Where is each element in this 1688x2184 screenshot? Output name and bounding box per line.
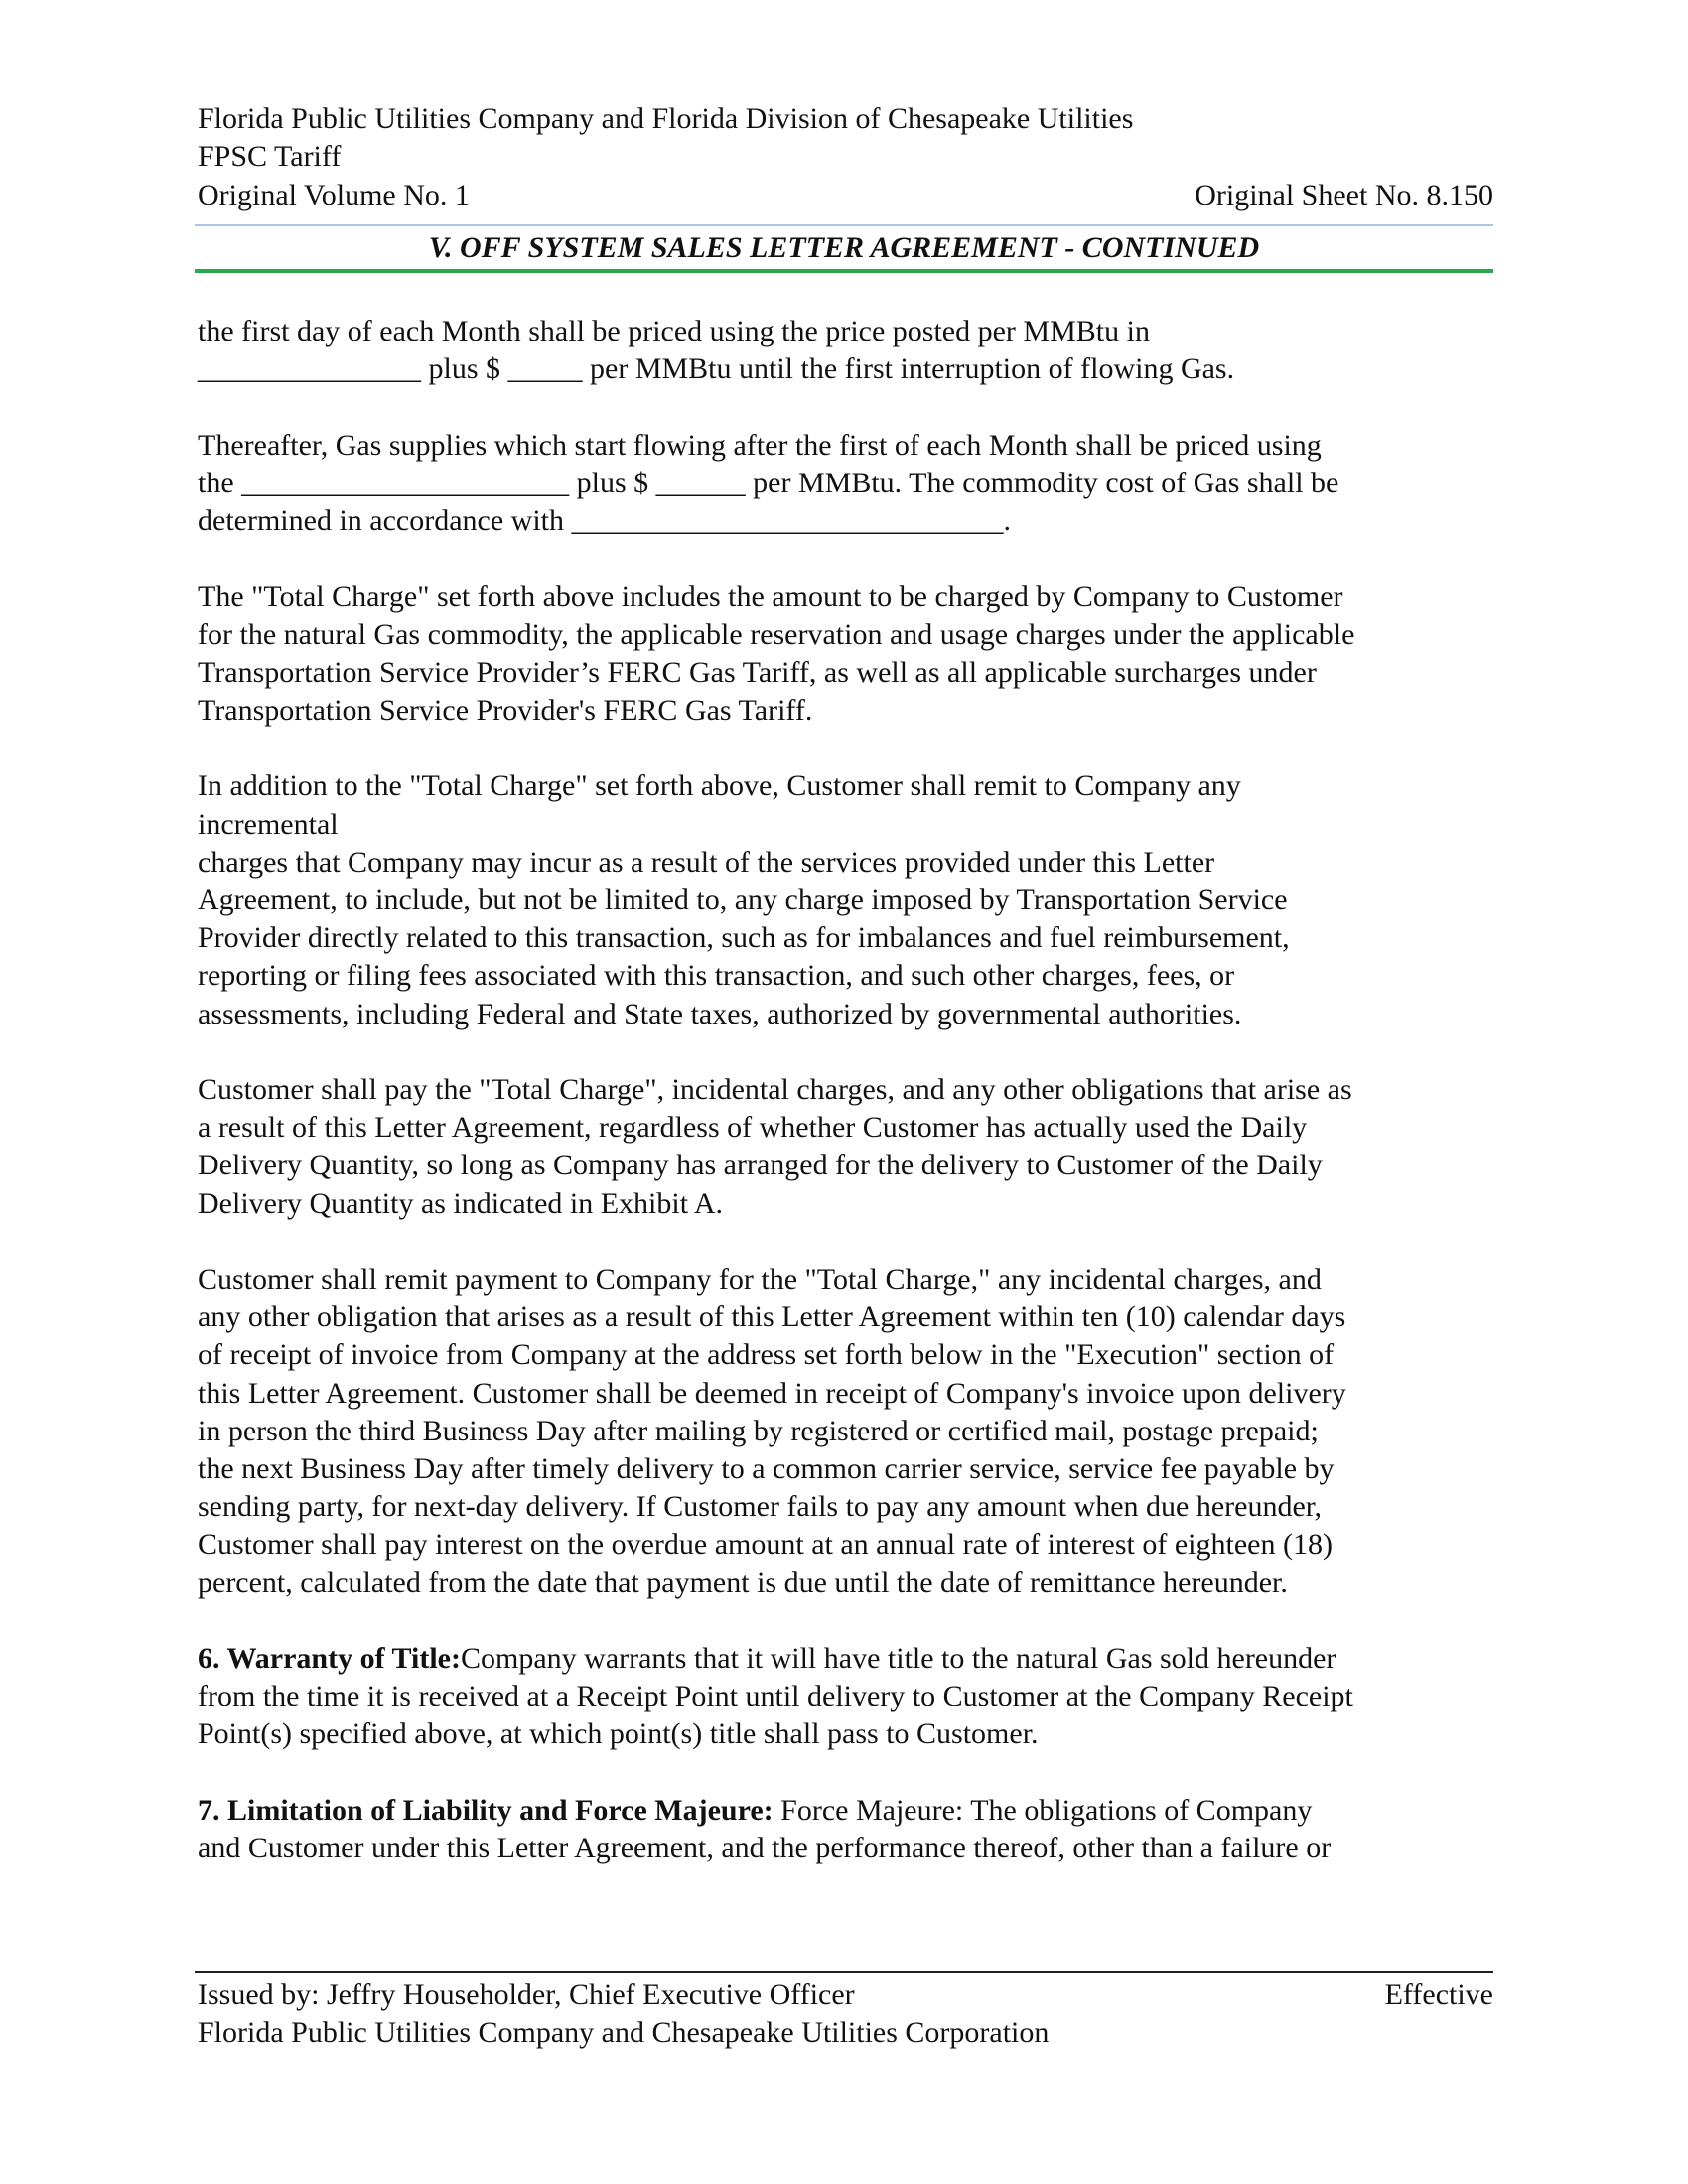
header-company-line: Florida Public Utilities Company and Florida Division of Chesapeake Utilities <box>198 102 1134 135</box>
force-majeure-heading: 7. Limitation of Liability and Force Majeure: <box>198 1793 774 1827</box>
section-title-divider <box>195 269 1493 273</box>
paragraph-customer-obligations: Customer shall pay the "Total Charge", incidental charges, and any other obligations that arise as a result of this Letter Agreement, regardless of whether Customer has actually used the Daily Delivery Quantity, so long as Company has arranged for the delivery to Customer of the Daily Delivery Quantity as indicated in Exhibit A. <box>198 1073 1352 1220</box>
paragraph-force-majeure <box>198 1792 1500 1867</box>
header-volume: Original Volume No. 1 <box>198 179 470 211</box>
paragraph-total-charge: The "Total Charge" set forth above includes the amount to be charged by Company to Customer for the natural Gas commodity, the applicable reservation and usage charges under the applicable Transportation Service Provider’s FERC Gas Tariff, as well as all applicable surcharges under Transportation Service Provider's FERC Gas Tariff. <box>198 580 1355 727</box>
header-tariff: FPSC Tariff <box>198 140 342 173</box>
force-majeure-text: Force Majeure: The obligations of Company and Customer under this Letter Agreement, and the performance thereof, other than a failure or <box>198 1793 1332 1865</box>
footer-divider <box>195 1971 1493 1973</box>
paragraph-pricing: the first day of each Month shall be priced using the price posted per MMBtu in _______________ plus $ _____ per MMBtu until the first interruption of flowing Gas. <box>198 315 1235 386</box>
header-divider <box>195 224 1493 226</box>
footer-company: Florida Public Utilities Company and Chesapeake Utilities Corporation <box>198 2016 1050 2049</box>
footer-issued-by: Issued by: Jeffry Householder, Chief Executive Officer <box>198 1979 855 2011</box>
footer-effective: Effective <box>1384 1979 1493 2011</box>
warranty-heading: 6. Warranty of Title: <box>198 1642 461 1676</box>
paragraph-payment-terms: Customer shall remit payment to Company for the "Total Charge," any incidental charges, and any other obligation that arises as a result of this Letter Agreement within ten (10) calendar days of receipt of invoice from Company at the address set forth below in the "Execution" section of this Letter Agreement. Customer shall be deemed in receipt of Company's invoice upon delivery in person the third Business Day after mailing by registered or certified mail, postage prepaid; the next Business Day after timely delivery to a common carrier service, service fee payable by sending party, for next-day delivery. If Customer fails to pay any amount when due hereunder, Customer shall pay interest on the overdue amount at an annual rate of interest of eighteen (18) percent, calculated from the date that payment is due until the date of remittance hereunder. <box>198 1263 1346 1599</box>
header-sheet-number: Original Sheet No. 8.150 <box>1195 179 1493 211</box>
section-title: V. OFF SYSTEM SALES LETTER AGREEMENT - CONTINUED <box>428 231 1260 264</box>
document-body <box>198 313 1500 1905</box>
paragraph-warranty-of-title <box>198 1640 1500 1754</box>
warranty-text: Company warrants that it will have title to the natural Gas sold hereunder from the time it is received at a Receipt Point until delivery to Customer at the Company Receipt Point(s) specified above, at which point(s) title shall pass to Customer. <box>198 1642 1353 1751</box>
paragraph-incremental-charges: In addition to the "Total Charge" set forth above, Customer shall remit to Company any incremental charges that Company may incur as a result of the services provided under this Letter Agreement, to include, but not be limited to, any charge imposed by Transportation Service Provider directly related to this transaction, such as for imbalances and fuel reimbursement, reporting or filing fees associated with this transaction, and such other charges, fees, or assessments, including Federal and State taxes, authorized by governmental authorities. <box>198 769 1290 1030</box>
paragraph-thereafter: Thereafter, Gas supplies which start flowing after the first of each Month shall be priced using the ______________________ plus $ ______ per MMBtu. The commodity cost of Gas shall be determined in accordance with _____________________________. <box>198 428 1339 537</box>
